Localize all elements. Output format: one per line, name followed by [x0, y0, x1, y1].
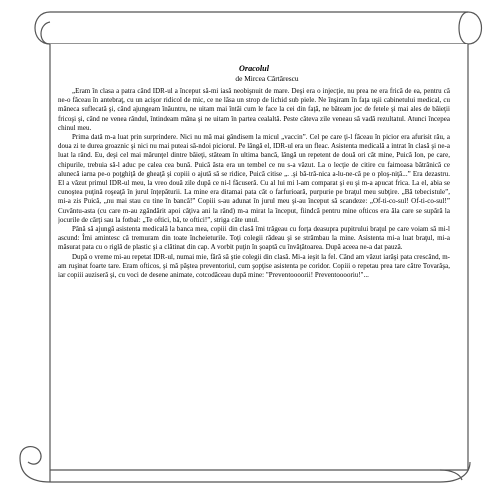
document-body: [58, 64, 450, 484]
document-title: Oracolul: [238, 64, 270, 73]
paragraph-3: Până să ajungă asistenta medicală la banca mea, copiii din clasă îmi trăgeau cu forţa deasupra pupitrului braţul pe care voiam să mi-l ascund: Îmi amintesc că tremuram din toate încheieturile. Toţi colegii râdeau şi se strâmbau la mine. Asistenta mi-a luat braţul, mi-a măsurat pata cu o riglă de plastic şi a clătinat din cap. A vorbit puţin în şoaptă cu învăţătoarea. După aceea ne-a dat pauză.: [58, 225, 450, 252]
paragraph-2: Prima dată m-a luat prin surprindere. Nici nu mă mai gândisem la micul „vaccin”. Cel pe care ţi-l făceau în picior era afurisit rău, a doua zi te durea groaznic şi nici nu mai puteai să-ndoi piciorul. Pe lângă el, IDR-ul era un fleac. Asistenta medicală a intrat în clasă şi ne-a luat la rând. Eu, deşi cel mai mărunţel dintre băieţi, stăteam în ultima bancă, lângă un repetent de două ori cât mine, Puică Ion, pe care, chipurile, trebuia să-l aduc pe calea cea bună. Puică ăsta era un tembel ce nu s-a văzut. La o lecţie de citire cu faimoasa bătrânică ce alunecă iarna pe-o poţghiţă de gheaţă şi copiii o ajută să se ridice, Puică citise „. .şi bă-tră-nica a-lu-ne-că pe o ploş-niţă...” Era dezastru. El a văzut primul IDR-ul meu, la vreo două zile după ce ni-l făcuseră. Cu al lui mi l-am comparat şi eu şi m-a apucat frica. La el, abia se cunoştea puţină roşeaţă în jurul înţepăturii. La mine era ditamai pata cât o farfurioară, purpurie pe braţul meu subţire. „Bă tebecistule”, mi-a zis Puică, „nu mai stau cu tine în bancă!” Copiii s-au adunat în jurul meu şi-au început să scandeze: „Of-ti-co-sul! Of-ti-co-sul!” Cuvântu-asta (cu care m-au zgândărit apoi câţiva ani la rând) m-a mirat la început, fiindcă pentru mine ofticos era ăla care se supără la jocurile de cărţi sau la fotbal: „Te oftici, bă, te oftici!”, striga câte unul.: [58, 133, 450, 224]
document-author: de Mircea Cărtărescu: [235, 74, 299, 83]
paragraph-4: După o vreme mi-au repetat IDR-ul, numai mie, fără să ştie colegii din clasă. Mi-a ieşit la fel. Când am văzut iarăşi pata crescând, m-am ruşinat foarte tare. Eram ofticos, şi mă păştea preventoriul, cum şopţise asistenta pe coridor. Copiii o repetau prea tare către Tovarăşa, iar copiii auziseră şi, cu voci de desene animate, cotcodăceau după mine: "Preventoooorii! Preventooooriu!"...: [58, 252, 450, 280]
paragraph-1: „Eram în clasa a patra când IDR-ul a început să-mi iasă neobişnuit de mare. Deşi era o injecţie, nu prea ne era frică de ea, pentru că ne-o făceau în antebraţ, cu un acişor ridicol de mic, ce ne lăsa un strop de lichid sub piele. Ne înşiram în faţa uşii cabinetului medical, cu mâneca suflecată şi, când ajungeam înăuntru, ne uitam mai întâi cum le face la cei din faţă, ne băteam joc de fetele şi mai ales de băieţii fricoşi şi, când ne venea rândul, întindeam mâna şi ne uitam în partea cealaltă. Peste câteva zile veneau să vadă rezultatul. Atunci începea chinul meu.: [58, 87, 450, 132]
